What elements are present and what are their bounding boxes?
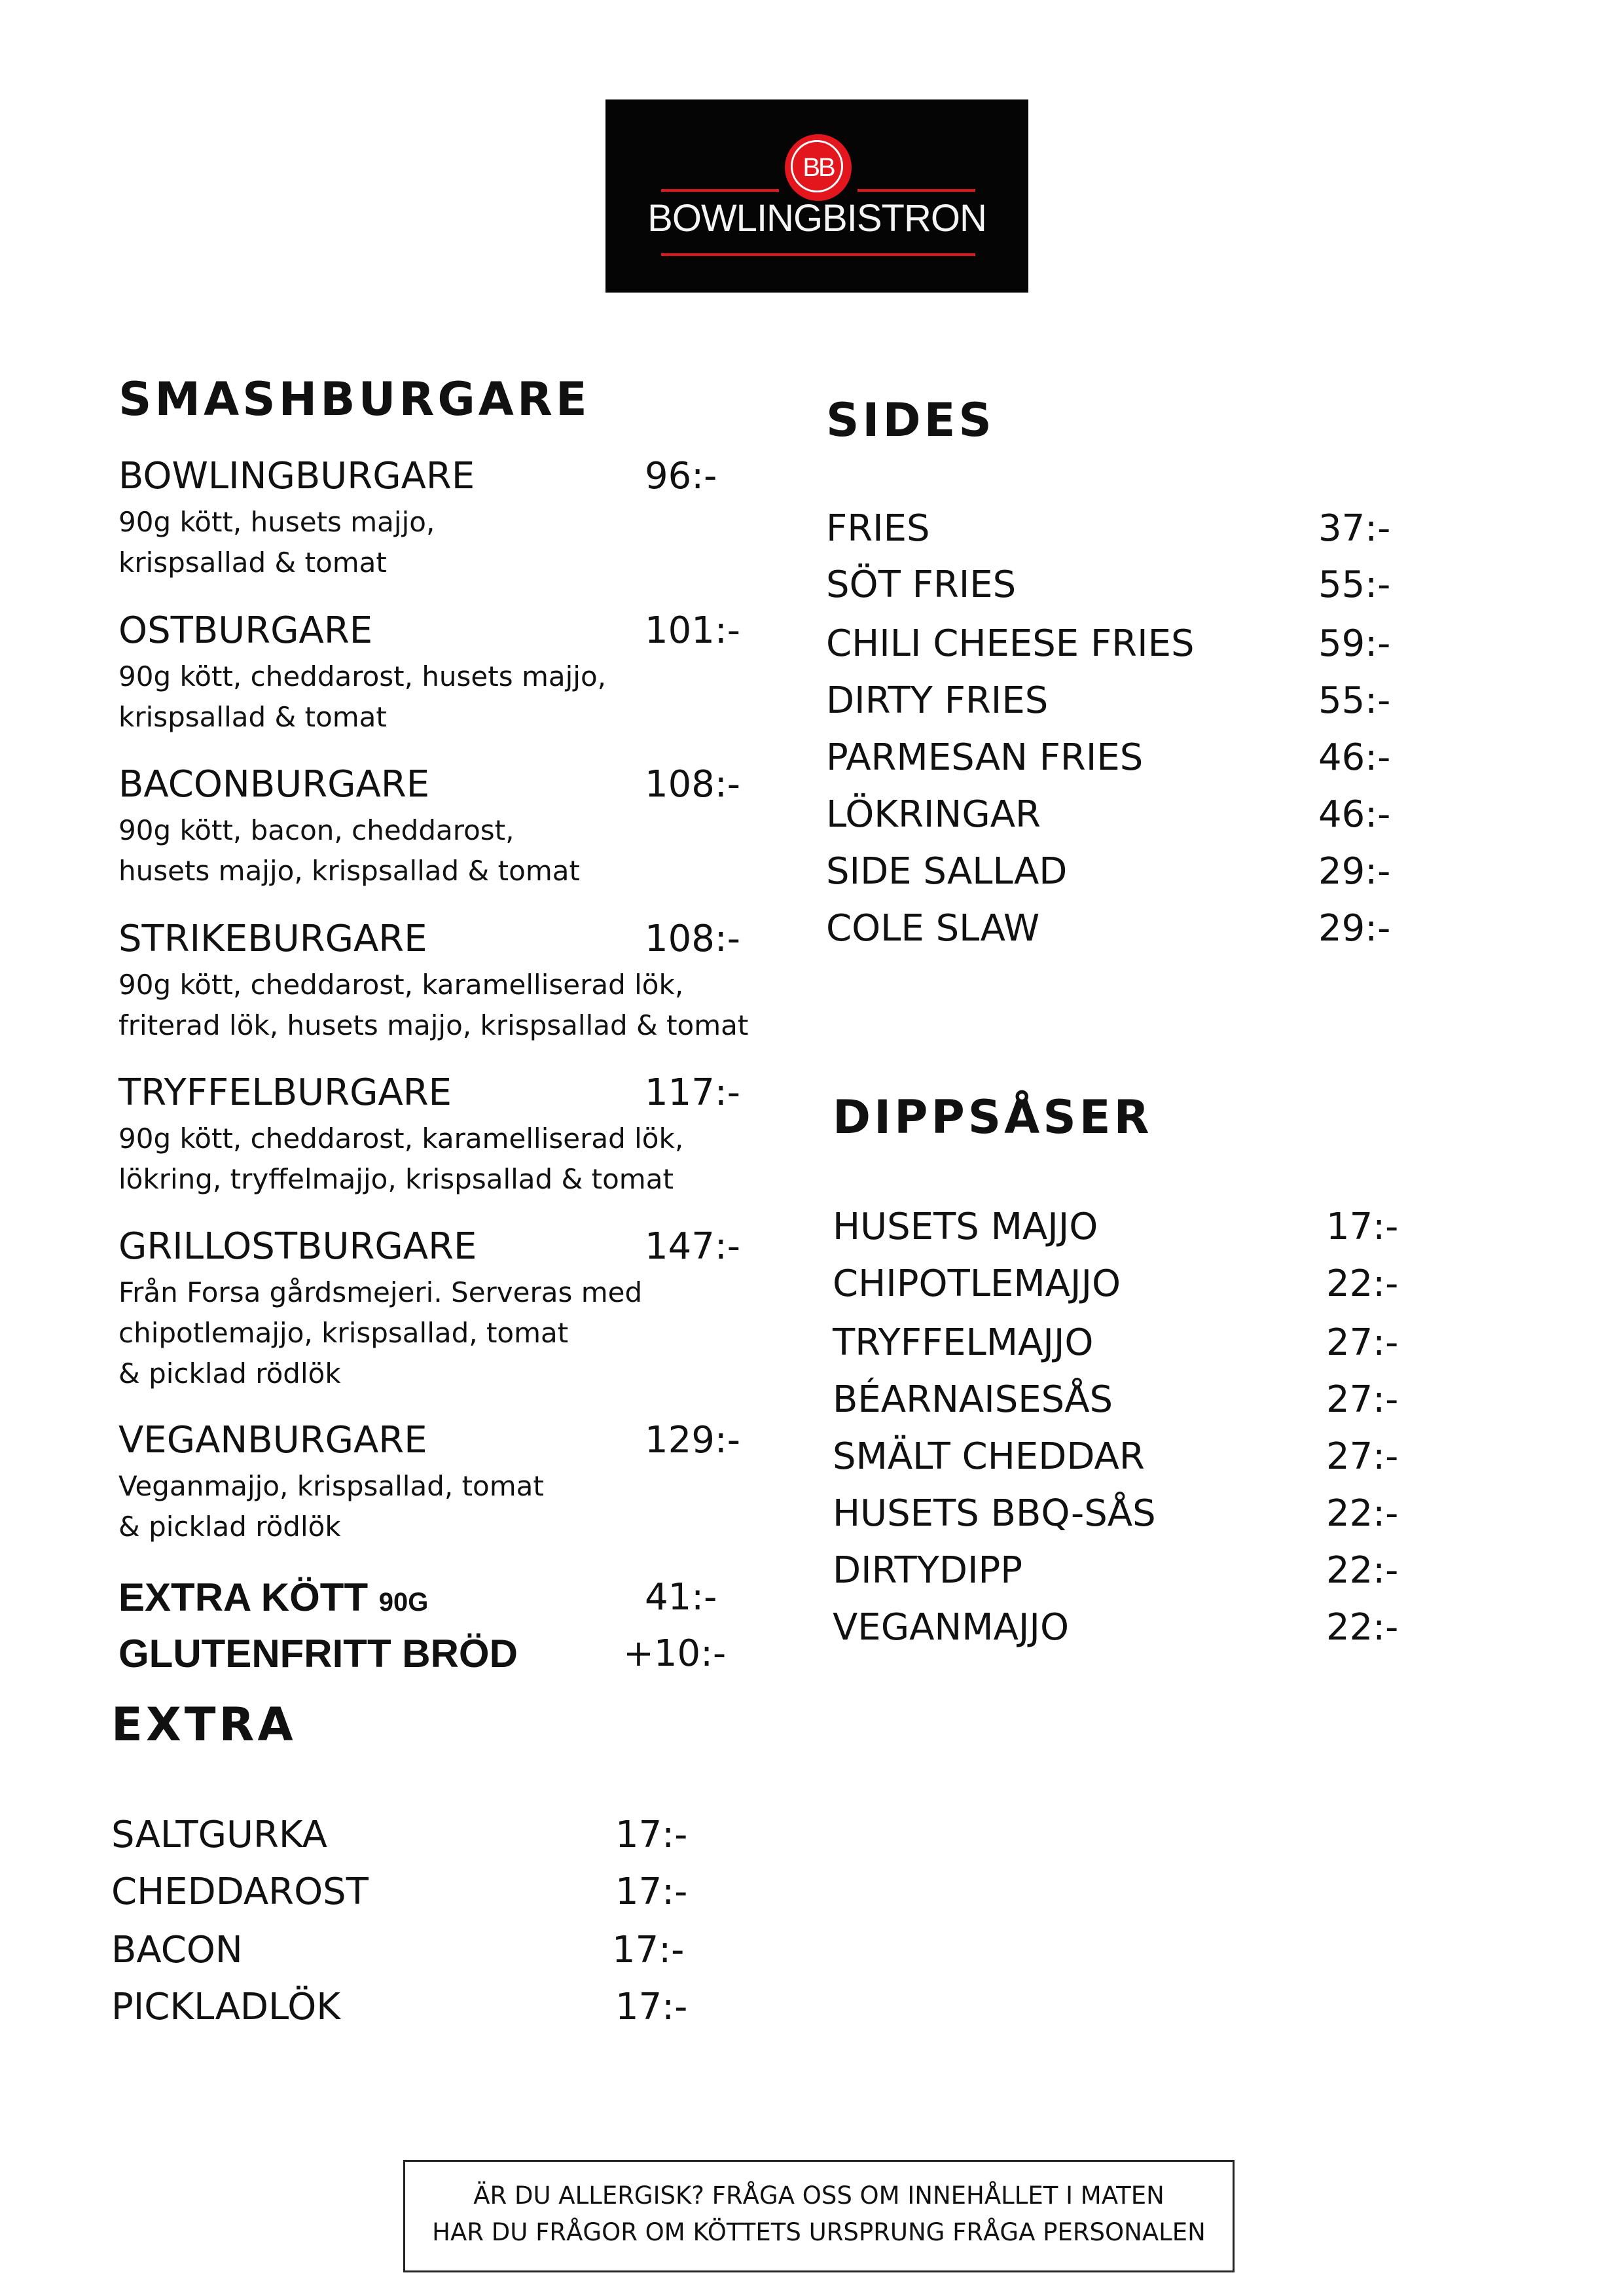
menu-item-description: 90g kött, cheddarost, karamelliserad lök, lökring, tryffelmajjo, krispsallad & tomat bbox=[118, 1122, 684, 1195]
dip-item-name: CHIPOTLEMAJJO bbox=[833, 1263, 1121, 1305]
extra-heading: EXTRA bbox=[111, 1698, 297, 1751]
sides-item-price: 37:- bbox=[1318, 507, 1391, 550]
menu-item-description: 90g kött, bacon, cheddarost, husets majjo, krispsallad & tomat bbox=[118, 814, 580, 887]
menu-item-price: 108:- bbox=[645, 918, 740, 960]
dip-item-name: DIRTYDIPP bbox=[833, 1549, 1023, 1592]
menu-item-price: 96:- bbox=[645, 455, 717, 497]
dip-item-name: TRYFFELMAJJO bbox=[833, 1321, 1094, 1364]
extra-item-name: PICKLADLÖK bbox=[111, 1986, 341, 2028]
extra-item-name: CHEDDAROST bbox=[111, 1871, 369, 1913]
dip-item-price: 17:- bbox=[1326, 1206, 1399, 1248]
extra-item-name: SALTGURKA bbox=[111, 1814, 327, 1856]
menu-item-description: 90g kött, cheddarost, karamelliserad lök, friterad lök, husets majjo, krispsallad & tomat bbox=[118, 969, 749, 1041]
sides-item-name: SÖT FRIES bbox=[826, 564, 1017, 606]
menu-item-price: 117:- bbox=[645, 1071, 740, 1114]
extra-kott-item bbox=[118, 1575, 429, 1619]
logo-line-bottom bbox=[661, 253, 975, 256]
extra-kott-price: 41:- bbox=[645, 1576, 717, 1619]
logo-line-right bbox=[857, 189, 975, 192]
sides-item-name: DIRTY FRIES bbox=[826, 679, 1049, 722]
extra-kott-unit: 90G bbox=[378, 1588, 429, 1617]
menu-item-price: 108:- bbox=[645, 763, 740, 806]
menu-item-name: OSTBURGARE bbox=[118, 609, 373, 652]
smashburgare-heading: SMASHBURGARE bbox=[118, 372, 590, 426]
allergy-notice-line: ÄR DU ALLERGISK? FRÅGA OSS OM INNEHÅLLET I MATEN bbox=[473, 2181, 1164, 2210]
menu-item-description: 90g kött, husets majjo, krispsallad & tomat bbox=[118, 506, 435, 579]
origin-notice-line: HAR DU FRÅGOR OM KÖTTETS URSPRUNG FRÅGA PERSONALEN bbox=[432, 2218, 1206, 2246]
extra-item-price: 17:- bbox=[615, 1871, 688, 1913]
dip-item-name: HUSETS BBQ-SÅS bbox=[833, 1492, 1156, 1535]
sides-item-name: PARMESAN FRIES bbox=[826, 736, 1144, 779]
glutenfritt-name: GLUTENFRITT BRÖD bbox=[118, 1632, 518, 1676]
extra-kott-name: EXTRA KÖTT bbox=[118, 1575, 369, 1619]
sides-heading: SIDES bbox=[826, 393, 995, 447]
sides-item-price: 46:- bbox=[1318, 793, 1391, 836]
dip-item-price: 27:- bbox=[1326, 1378, 1399, 1421]
dip-item-price: 27:- bbox=[1326, 1435, 1399, 1478]
menu-item-price: 101:- bbox=[645, 609, 740, 652]
sides-item-name: FRIES bbox=[826, 507, 930, 550]
sides-item-name: COLE SLAW bbox=[826, 907, 1040, 950]
menu-item-name: TRYFFELBURGARE bbox=[118, 1071, 452, 1114]
menu-item-name: BACONBURGARE bbox=[118, 763, 430, 806]
dip-item-price: 27:- bbox=[1326, 1321, 1399, 1364]
sides-item-price: 55:- bbox=[1318, 679, 1391, 722]
dip-item-price: 22:- bbox=[1326, 1263, 1399, 1305]
extra-item-price: 17:- bbox=[612, 1929, 685, 1971]
logo-monogram: BB bbox=[803, 152, 834, 182]
menu-item-price: 129:- bbox=[645, 1419, 740, 1462]
logo-line-left bbox=[661, 189, 779, 192]
logo-name: BOWLINGBISTRON bbox=[647, 197, 986, 240]
dip-item-price: 22:- bbox=[1326, 1606, 1399, 1649]
dip-item-name: HUSETS MAJJO bbox=[833, 1206, 1098, 1248]
logo-monogram-icon bbox=[785, 134, 852, 201]
sides-item-price: 29:- bbox=[1318, 850, 1391, 893]
allergy-notice bbox=[403, 2160, 1235, 2272]
menu-item-description: 90g kött, cheddarost, husets majjo, krispsallad & tomat bbox=[118, 660, 607, 733]
dip-item-name: BÉARNAISESÅS bbox=[833, 1378, 1113, 1421]
menu-item-name: VEGANBURGARE bbox=[118, 1419, 427, 1462]
sides-item-name: CHILI CHEESE FRIES bbox=[826, 622, 1195, 665]
extra-item-price: 17:- bbox=[615, 1814, 688, 1856]
menu-item-name: STRIKEBURGARE bbox=[118, 918, 427, 960]
dip-item-price: 22:- bbox=[1326, 1492, 1399, 1535]
dippsaser-heading: DIPPSÅSER bbox=[833, 1090, 1153, 1144]
sides-item-price: 29:- bbox=[1318, 907, 1391, 950]
extra-item-name: BACON bbox=[111, 1929, 243, 1971]
menu-item-price: 147:- bbox=[645, 1225, 740, 1268]
sides-item-name: LÖKRINGAR bbox=[826, 793, 1041, 836]
sides-item-price: 55:- bbox=[1318, 564, 1391, 606]
menu-item-name: BOWLINGBURGARE bbox=[118, 455, 475, 497]
menu-item-description: Från Forsa gårdsmejeri. Serveras med chipotlemajjo, krispsallad, tomat & picklad rödlök bbox=[118, 1276, 643, 1390]
dip-item-price: 22:- bbox=[1326, 1549, 1399, 1592]
dip-item-name: VEGANMAJJO bbox=[833, 1606, 1070, 1649]
menu-item-description: Veganmajjo, krispsallad, tomat & picklad rödlök bbox=[118, 1470, 544, 1543]
glutenfritt-price: +10:- bbox=[623, 1632, 727, 1675]
menu-item-name: GRILLOSTBURGARE bbox=[118, 1225, 477, 1268]
sides-item-price: 59:- bbox=[1318, 622, 1391, 665]
extra-item-price: 17:- bbox=[615, 1986, 688, 2028]
dip-item-name: SMÄLT CHEDDAR bbox=[833, 1435, 1145, 1478]
sides-item-price: 46:- bbox=[1318, 736, 1391, 779]
sides-item-name: SIDE SALLAD bbox=[826, 850, 1068, 893]
